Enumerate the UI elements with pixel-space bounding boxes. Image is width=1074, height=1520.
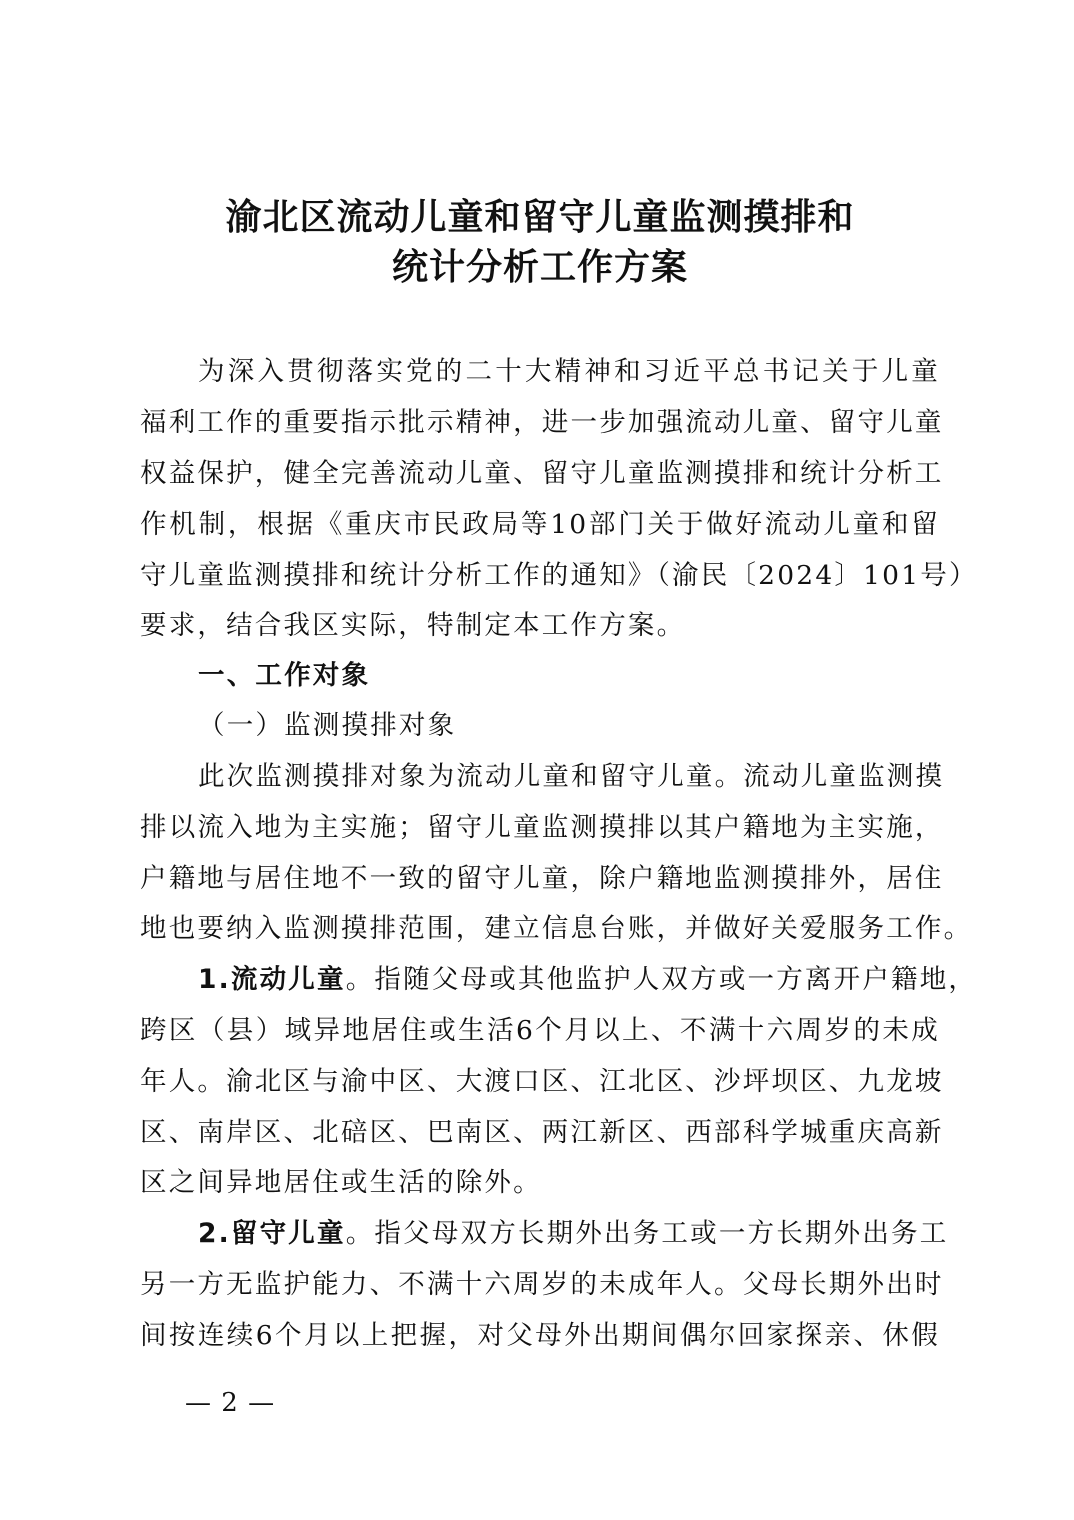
page-number: — 2 — <box>185 1388 276 1418</box>
paragraph-text: 。指父母双方长期外出务工或一方长期外出务工 <box>345 1218 949 1249</box>
paragraph-line: 权益保护，健全完善流动儿童、留守儿童监测摸排和统计分析工 <box>140 458 944 489</box>
paragraph-line: 另一方无监护能力、不满十六周岁的未成年人。父母长期外出时 <box>140 1269 944 1300</box>
paragraph-line: 区之间异地居住或生活的除外。 <box>140 1167 542 1198</box>
paragraph-line: 为深入贯彻落实党的二十大精神和习近平总书记关于儿童 <box>198 356 940 387</box>
term-left-behind-children: 2.留守儿童 <box>198 1218 346 1249</box>
paragraph-line: 作机制，根据《重庆市民政局等10部门关于做好流动儿童和留 <box>140 509 940 540</box>
paragraph-line: 年人。渝北区与渝中区、大渡口区、江北区、沙坪坝区、九龙坡 <box>140 1066 944 1097</box>
paragraph-line: 户籍地与居住地不一致的留守儿童，除户籍地监测摸排外，居住 <box>140 863 944 894</box>
paragraph-line: 地也要纳入监测摸排范围，建立信息台账，并做好关爱服务工作。 <box>140 913 973 944</box>
section-heading: 一、工作对象 <box>198 660 371 691</box>
subsection-heading: （一）监测摸排对象 <box>198 710 457 741</box>
paragraph-line <box>198 960 978 1000</box>
document-title-line1: 渝北区流动儿童和留守儿童监测摸排和 <box>225 197 855 238</box>
paragraph-line: 守儿童监测摸排和统计分析工作的通知》（渝民〔2024〕101号） <box>140 560 978 591</box>
paragraph-line: 此次监测摸排对象为流动儿童和留守儿童。流动儿童监测摸 <box>198 761 945 792</box>
term-flowing-children: 1.流动儿童 <box>198 964 346 995</box>
paragraph-line: 间按连续6个月以上把握，对父母外出期间偶尔回家探亲、休假 <box>140 1320 940 1351</box>
paragraph-line: 福利工作的重要指示批示精神，进一步加强流动儿童、留守儿童 <box>140 407 944 438</box>
paragraph-line: 区、南岸区、北碚区、巴南区、两江新区、西部科学城重庆高新 <box>140 1117 944 1148</box>
paragraph-line: 排以流入地为主实施；留守儿童监测摸排以其户籍地为主实施， <box>140 812 944 843</box>
paragraph-line: 跨区（县）域异地居住或生活6个月以上、不满十六周岁的未成 <box>140 1015 940 1046</box>
document-title-line2: 统计分析工作方案 <box>391 247 688 288</box>
paragraph-line <box>198 1214 949 1254</box>
paragraph-line: 要求，结合我区实际，特制定本工作方案。 <box>140 610 686 641</box>
paragraph-text: 。指随父母或其他监护人双方或一方离开户籍地， <box>345 964 978 995</box>
